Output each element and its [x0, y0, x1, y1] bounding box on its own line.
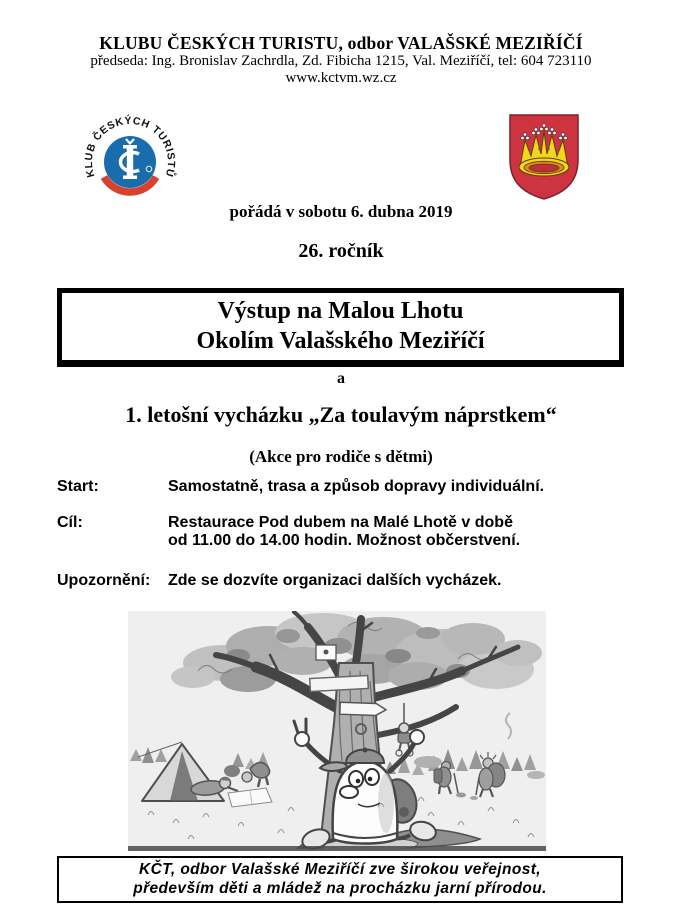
footer-invitation-box [57, 856, 623, 903]
event-title-box [57, 288, 624, 367]
footer-line1: KČT, odbor Valašské Meziříčí zve širokou veřejnost, [139, 861, 541, 878]
connector-a: a [337, 370, 345, 387]
event-illustration [128, 611, 546, 851]
detail-value [168, 572, 501, 590]
detail-value [168, 514, 520, 550]
footer-line2: především děti a mládež na procházku jarní přírodou. [133, 880, 547, 897]
logo-ring-text: KLUB ČESKÝCH TURISTŮ [82, 114, 178, 179]
organizes-line: pořádá v sobotu 6. dubna 2019 [229, 202, 453, 221]
detail-value [168, 478, 544, 496]
detail-row-cil [57, 514, 617, 550]
detail-line: Zde se dozvíte organizaci dalších vycházek. [168, 572, 502, 589]
detail-label: Upozornění: [57, 572, 151, 589]
org-contact: předseda: Ing. Bronislav Zachrdla, Zd. Fibicha 1215, Val. Meziříčí, tel: 604 723110 [90, 53, 592, 69]
detail-line: od 11.00 do 14.00 hodin. Možnost občerstvení. [168, 532, 521, 549]
event-title-line1: Výstup na Malou Lhotu [217, 298, 464, 324]
org-title: KLUBU ČESKÝCH TURISTU, odbor VALAŠSKÉ MEZIŘÍČÍ [99, 33, 583, 53]
detail-label: Start: [57, 478, 99, 495]
event-note: (Akce pro rodiče s dětmi) [249, 447, 433, 466]
detail-label: Cíl: [57, 514, 83, 531]
org-website: www.kctvm.wz.cz [285, 70, 397, 86]
detail-row-upozorneni [57, 572, 617, 590]
detail-line: Restaurace Pod dubem na Malé Lhotě v době [168, 514, 513, 531]
birdhouse [316, 645, 336, 660]
coat-of-arms-icon [505, 110, 583, 204]
detail-line: Samostatně, trasa a způsob dopravy individuální. [168, 478, 545, 495]
event-subtitle: 1. letošní vycházku „Za toulavým náprstkem“ [125, 402, 557, 427]
event-title-line2: Okolím Valašského Meziříčí [196, 328, 485, 354]
detail-row-start [57, 478, 617, 496]
illustration-bottom-edge [128, 846, 546, 851]
kct-club-logo-icon [82, 106, 178, 208]
edition-line: 26. ročník [298, 240, 384, 262]
